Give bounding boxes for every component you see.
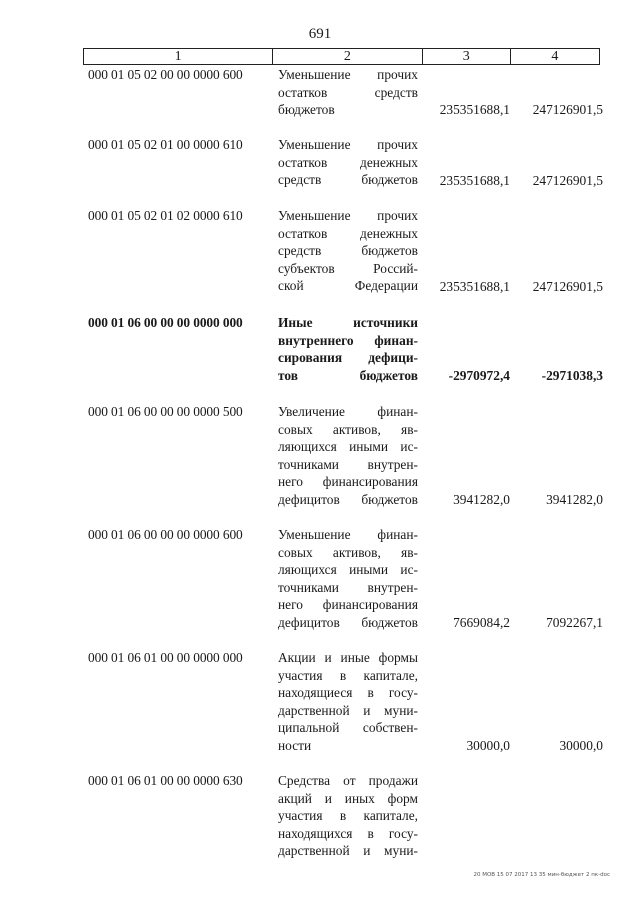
desc-line: находящиеся в госу- xyxy=(278,685,418,701)
row-value-4: 247126901,5 xyxy=(532,102,603,117)
desc-line: Иные источники xyxy=(278,315,418,330)
header-col-2: 2 xyxy=(273,49,423,64)
row-value-3: 7669084,2 xyxy=(453,615,510,630)
row-description xyxy=(278,66,418,119)
desc-line: дефицитов бюджетов xyxy=(278,491,418,507)
row-description xyxy=(278,649,418,755)
desc-line: субъектов Россий- xyxy=(278,260,418,276)
desc-line: Средства от продажи xyxy=(278,773,418,788)
desc-line: средств бюджетов xyxy=(278,243,418,259)
row-value-3: 235351688,1 xyxy=(439,279,510,294)
desc-line: ляющихся иными ис- xyxy=(278,562,418,578)
desc-line: Акции и иные формы xyxy=(278,650,418,665)
row-description xyxy=(278,772,418,860)
row-code: 000 01 06 01 00 00 0000 000 xyxy=(88,650,243,665)
header-col-4: 4 xyxy=(551,49,559,64)
desc-line: ципальной собствен- xyxy=(278,720,418,736)
desc-line: участия в капитале, xyxy=(278,667,418,683)
desc-line: Увеличение финан- xyxy=(278,404,418,419)
desc-line: Уменьшение прочих xyxy=(278,208,418,223)
row-value-3: 30000,0 xyxy=(466,738,510,753)
row-value-4: 247126901,5 xyxy=(532,279,603,294)
row-value-4: 30000,0 xyxy=(559,738,603,753)
desc-line: него финансирования xyxy=(278,597,418,613)
row-value-4: 7092267,1 xyxy=(546,615,603,630)
row-code: 000 01 06 00 00 00 0000 600 xyxy=(88,527,243,542)
desc-line: него финансирования xyxy=(278,474,418,490)
row-code: 000 01 06 00 00 00 0000 000 xyxy=(88,315,243,330)
desc-line: бюджетов xyxy=(278,102,335,118)
desc-line: остатков средств xyxy=(278,84,418,100)
row-value-3: -2970972,4 xyxy=(448,368,510,383)
desc-line: ской Федерации xyxy=(278,278,418,294)
desc-line: Уменьшение прочих xyxy=(278,137,418,152)
desc-line: сирования дефици- xyxy=(278,350,418,366)
row-description xyxy=(278,207,418,295)
table-header xyxy=(83,48,600,65)
row-value-4: 247126901,5 xyxy=(532,173,603,188)
desc-line: ляющихся иными ис- xyxy=(278,439,418,455)
desc-line: остатков денежных xyxy=(278,154,418,170)
row-value-4: 3941282,0 xyxy=(546,492,603,507)
row-code: 000 01 06 01 00 00 0000 630 xyxy=(88,773,243,788)
row-value-3: 235351688,1 xyxy=(439,173,510,188)
desc-line: тов бюджетов xyxy=(278,367,418,383)
desc-line: Уменьшение прочих xyxy=(278,67,418,82)
desc-line: дарственной и муни- xyxy=(278,843,418,859)
desc-line: ности xyxy=(278,737,312,753)
row-description xyxy=(278,314,418,384)
desc-line: участия в капитале, xyxy=(278,808,418,824)
header-col-1: 1 xyxy=(84,49,273,64)
desc-line: точниками внутрен- xyxy=(278,579,418,595)
row-description xyxy=(278,403,418,509)
desc-line: акций и иных форм xyxy=(278,790,418,806)
row-code: 000 01 05 02 00 00 0000 600 xyxy=(88,67,243,82)
row-code: 000 01 06 00 00 00 0000 500 xyxy=(88,404,243,419)
footer-stamp: 20 МОВ 15 07 2017 13 35 мин-бюджет 2 пк-doc xyxy=(473,872,610,878)
row-description xyxy=(278,526,418,632)
row-description xyxy=(278,136,418,189)
row-value-4: -2971038,3 xyxy=(541,368,603,383)
header-col-3: 3 xyxy=(423,49,511,64)
desc-line: Уменьшение финан- xyxy=(278,527,418,542)
desc-line: совых активов, яв- xyxy=(278,544,418,560)
row-code: 000 01 05 02 01 00 0000 610 xyxy=(88,137,243,152)
row-code: 000 01 05 02 01 02 0000 610 xyxy=(88,208,243,223)
desc-line: остатков денежных xyxy=(278,225,418,241)
desc-line: дарственной и муни- xyxy=(278,702,418,718)
desc-line: находящихся в госу- xyxy=(278,825,418,841)
desc-line: внутреннего финан- xyxy=(278,332,418,348)
desc-line: дефицитов бюджетов xyxy=(278,614,418,630)
page-number: 691 xyxy=(308,26,332,42)
row-value-3: 3941282,0 xyxy=(453,492,510,507)
row-value-3: 235351688,1 xyxy=(439,102,510,117)
desc-line: совых активов, яв- xyxy=(278,421,418,437)
desc-line: средств бюджетов xyxy=(278,172,418,188)
desc-line: точниками внутрен- xyxy=(278,456,418,472)
